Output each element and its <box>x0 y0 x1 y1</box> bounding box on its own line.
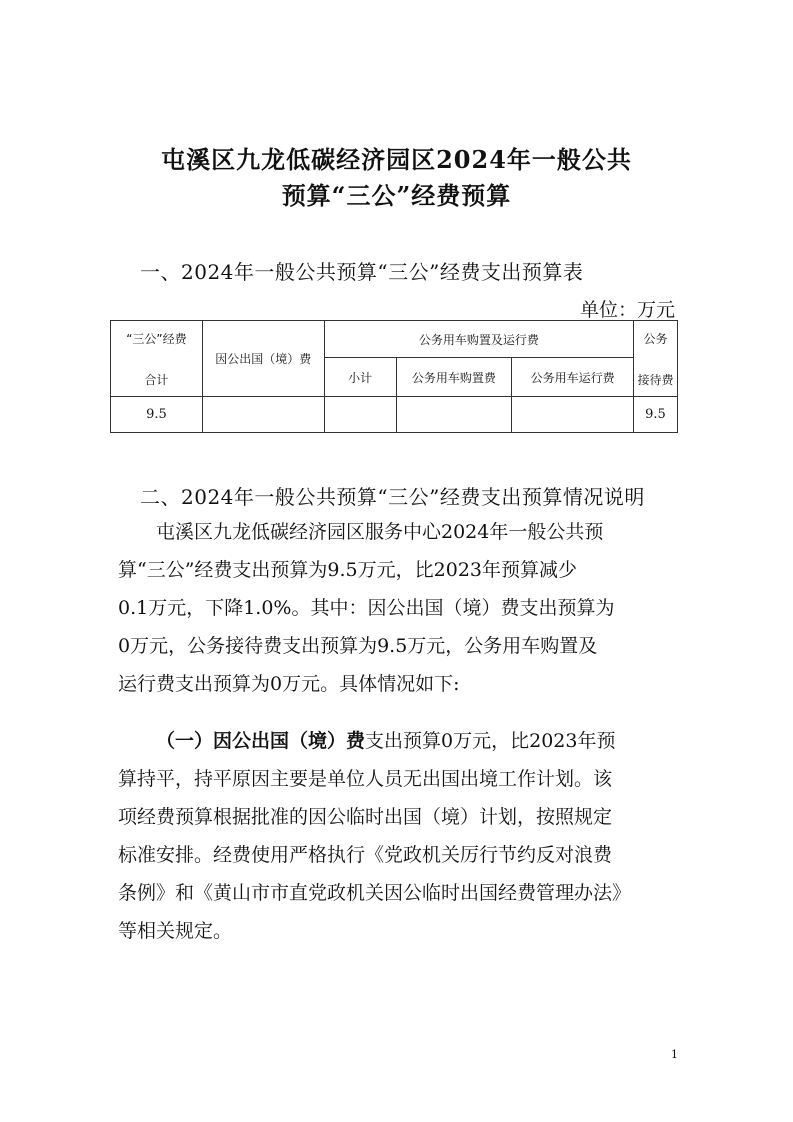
paragraph-line: 运行费支出预算为0万元。具体情况如下: <box>118 673 460 695</box>
header-reception-top: 公务 <box>643 331 668 346</box>
paragraph-line: 0.1万元，下降1.0%。其中：因公出国（境）费支出预算为 <box>118 597 615 619</box>
paragraph-line: 项经费预算根据批准的因公临时出国（境）计划，按照规定 <box>118 806 613 828</box>
table-row <box>111 397 678 433</box>
cell-reception: 9.5 <box>634 397 678 433</box>
section-2-heading: 二、2024年一般公共预算“三公”经费支出预算情况说明 <box>140 485 645 509</box>
document-title-line-2: 预算“三公”经费预算 <box>281 181 512 210</box>
header-vehicle-group: 公务用车购置及运行费 <box>324 321 633 358</box>
header-reception <box>634 321 678 397</box>
page-number: 1 <box>671 1048 678 1061</box>
header-vehicle-operation: 公务用车运行费 <box>512 358 634 397</box>
header-total <box>111 321 203 397</box>
paragraph-overview <box>118 513 684 703</box>
cell-vehicle-purchase <box>396 397 512 433</box>
header-reception-bottom: 接待费 <box>637 372 674 387</box>
paragraph-line <box>118 722 684 760</box>
header-total-top: “三公”经费 <box>126 331 187 346</box>
paragraph-line: 算“三公”经费支出预算为9.5万元，比2023年预算减少 <box>118 559 577 581</box>
header-total-bottom: 合计 <box>144 372 169 387</box>
cell-total: 9.5 <box>111 397 203 433</box>
paragraph-line: 标准安排。经费使用严格执行《党政机关厉行节约反对浪费 <box>118 844 613 866</box>
header-vehicle-purchase: 公务用车购置费 <box>396 358 512 397</box>
section-1-heading: 一、2024年一般公共预算“三公”经费支出预算表 <box>140 260 584 284</box>
header-subtotal: 小计 <box>324 358 396 397</box>
header-overseas: 因公出国（境）费 <box>202 321 324 397</box>
paragraph-line: 条例》和《黄山市市直党政机关因公临时出国经费管理办法》 <box>118 882 632 904</box>
paragraph-line: 0万元，公务接待费支出预算为9.5万元，公务用车购置及 <box>118 635 598 657</box>
paragraph-line: 等相关规定。 <box>118 920 233 942</box>
paragraph-line: 算持平，持平原因主要是单位人员无出国出境工作计划。该 <box>118 768 613 790</box>
paragraph-overseas <box>118 722 684 950</box>
cell-vehicle-operation <box>512 397 634 433</box>
unit-label: 单位：万元 <box>579 299 675 321</box>
document-title-line-1: 屯溪区九龙低碳经济园区2024年一般公共 <box>161 145 632 174</box>
cell-overseas <box>202 397 324 433</box>
paragraph-line-text: 支出预算0万元，比2023年预 <box>365 730 616 752</box>
table-header-row-1 <box>111 321 678 358</box>
cell-subtotal <box>324 397 396 433</box>
paragraph-line: 屯溪区九龙低碳经济园区服务中心2024年一般公共预 <box>156 521 604 543</box>
budget-table <box>110 320 678 433</box>
subsection-heading: （一）因公出国（境）费 <box>156 730 366 752</box>
